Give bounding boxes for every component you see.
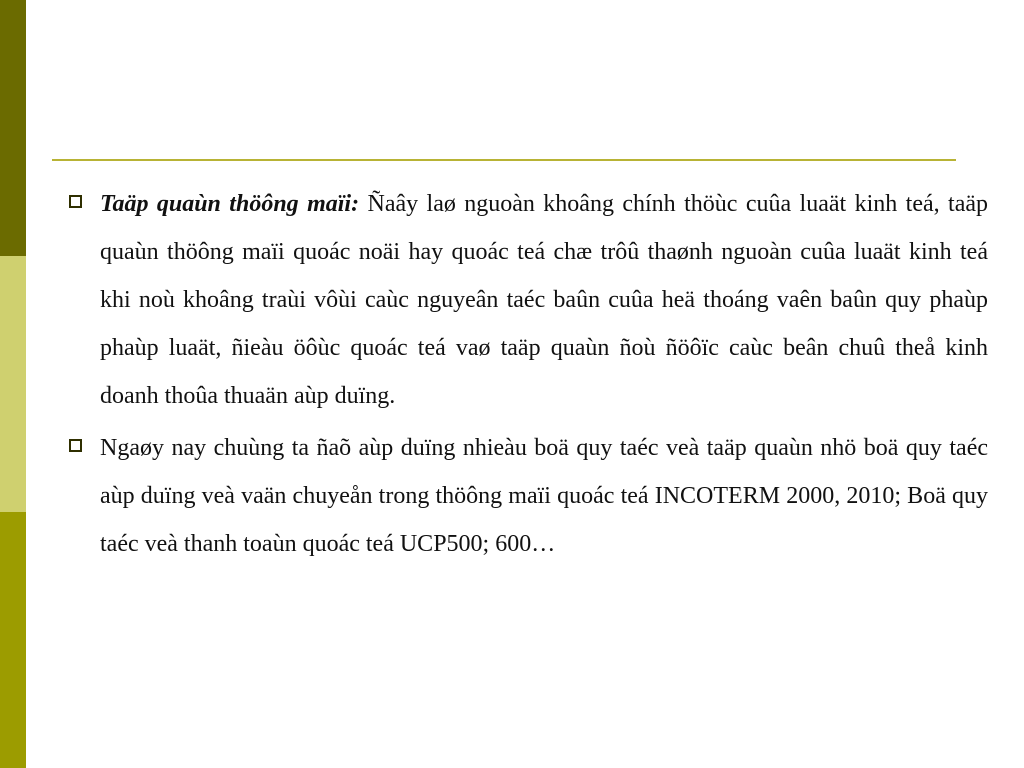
sidebar-bottom-segment — [0, 512, 26, 768]
bullet-item-1 — [66, 180, 988, 420]
bullet-item-2 — [66, 424, 988, 568]
square-bullet-icon — [69, 439, 82, 452]
title-divider — [52, 159, 956, 161]
sidebar-middle-segment — [0, 256, 26, 512]
bullet-text: Ngaøy nay chuùng ta ñaõ aùp duïng nhieàu boä quy taéc veà taäp quaùn nhö boä quy taéc aùp duïng veà vaän chuyeån trong thöông maïi quoác teá INCOTERM 2000, 2010; Boä quy taéc veà thanh toaùn quoác teá UCP500; 600… — [100, 435, 988, 557]
slide-content — [66, 180, 988, 572]
sidebar-top-segment — [0, 0, 26, 256]
bullet-term: Taäp quaùn thöông maïi: — [100, 191, 360, 217]
bullet-text: Ñaây laø nguoàn khoâng chính thöùc cuûa luaät kinh teá, taäp quaùn thöông maïi quoác noäi hay quoác teá chæ trôû thaønh nguoàn cuûa luaät kinh teá khi noù khoâng traùi vôùi caùc nguyeân taéc baûn cuûa heä thoáng vaên baûn quy phaùp phaùp luaät, ñieàu öôùc quoác teá vaø taäp quaùn ñoù ñöôïc caùc beân chuû theå kinh doanh thoûa thuaän aùp duïng. — [100, 191, 988, 409]
square-bullet-icon — [69, 195, 82, 208]
